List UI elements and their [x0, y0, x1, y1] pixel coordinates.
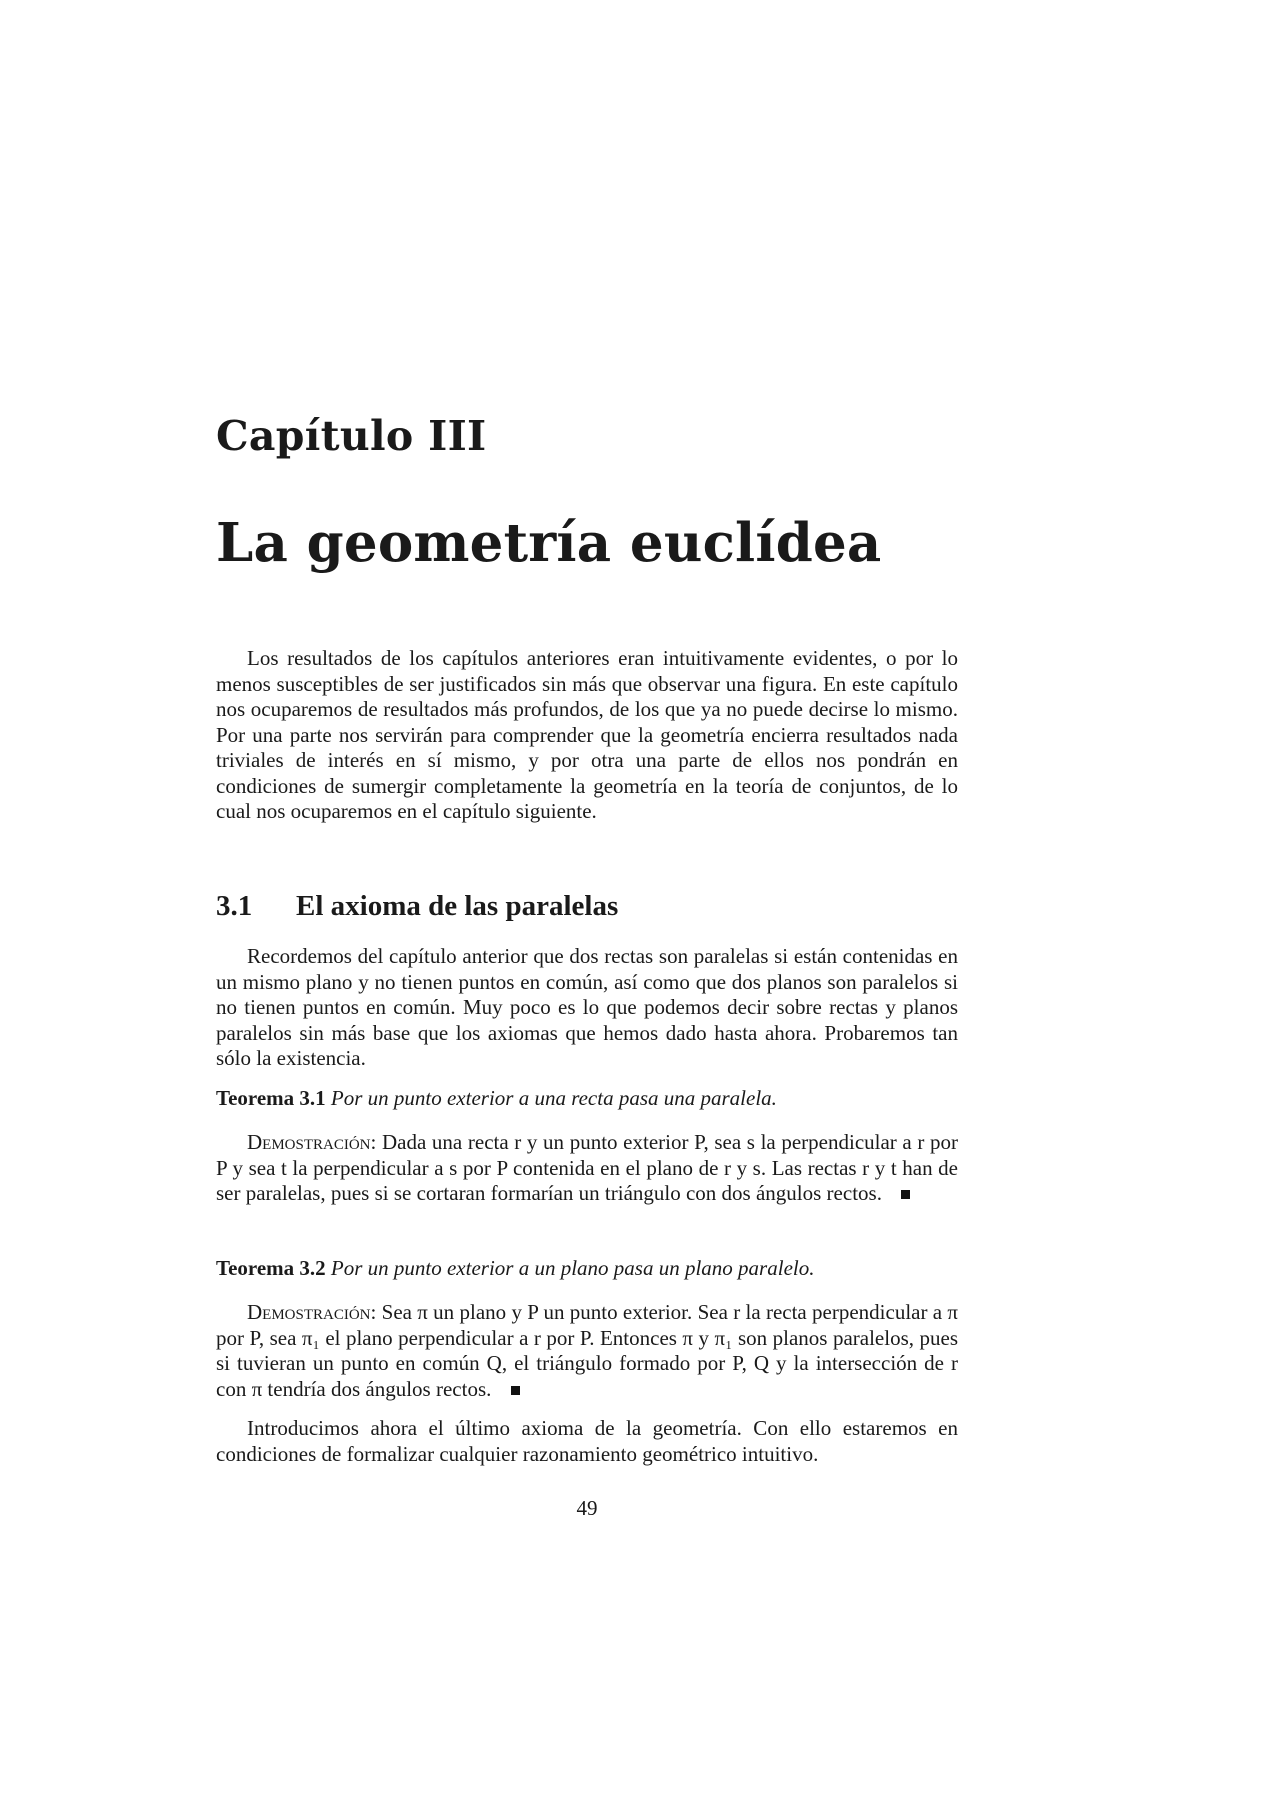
qed-square-icon: [901, 1190, 910, 1199]
section-heading: [216, 890, 618, 923]
closing-paragraph: Introducimos ahora el último axioma de la geometría. Con ello estaremos en condiciones de formalizar cualquier razonamiento geométrico intuitivo.: [216, 1416, 958, 1466]
proof-2-label: Demostración:: [247, 1300, 377, 1324]
proof-1-label: Demostración:: [247, 1130, 377, 1154]
section-title: El axioma de las paralelas: [296, 890, 619, 922]
chapter-label: Capítulo III: [216, 412, 487, 460]
intro-paragraph: Los resultados de los capítulos anteriores eran intuitivamente evidentes, o por lo menos susceptibles de ser justificados sin más que observar una figura. En este capítulo nos ocuparemos de resultados más profundos, de los que ya no puede decirse lo mismo. Por una parte nos servirán para comprender que la geometría encierra resultados nada triviales de interés en sí mismo, y por otra una parte de ellos nos pondrán en condiciones de sumergir completamente la geometría en la teoría de conjuntos, de lo cual nos ocuparemos en el capítulo siguiente.: [216, 646, 958, 823]
theorem-1-statement: Por un punto exterior a una recta pasa una paralela.: [330, 1086, 777, 1110]
proof-1-text: Dada una recta r y un punto exterior P, sea s la perpendicular a r por P y sea t la perpendicular a s por P contenida en el plano de r y s. Las rectas r y t han de ser paralelas, pues si se cortaran formarían un triángulo con dos ángulos rectos.: [216, 1130, 959, 1205]
theorem-2-proof: [216, 1300, 958, 1402]
section-number: 3.1: [216, 890, 253, 922]
proof-2-text: Sea π un plano y P un punto exterior. Sea r la recta perpendicular a π por P, sea π₁ el plano perpendicular a r por P. Entonces π y π₁ son planos paralelos, pues si tuvieran un punto en común Q, el triángulo formado por P, Q y la intersección de r con π tendría dos ángulos rectos.: [216, 1300, 959, 1401]
chapter-title: La geometría euclídea: [216, 512, 882, 574]
page-number: 49: [576, 1496, 598, 1520]
theorem-1: [216, 1086, 958, 1112]
theorem-2-statement: Por un punto exterior a un plano pasa un plano paralelo.: [330, 1256, 815, 1280]
theorem-2: [216, 1256, 958, 1282]
qed-square-icon: [511, 1386, 520, 1395]
section-intro-paragraph: Recordemos del capítulo anterior que dos rectas son paralelas si están contenidas en un mismo plano y no tienen puntos en común, así como que dos planos son paralelos si no tienen puntos en común. Muy poco es lo que podemos decir sobre rectas y planos paralelos sin más base que los axiomas que hemos dado hasta ahora. Probaremos tan sólo la existencia.: [216, 944, 958, 1070]
theorem-2-label: Teorema 3.2: [216, 1256, 326, 1280]
theorem-1-label: Teorema 3.1: [216, 1086, 326, 1110]
theorem-1-proof: [216, 1130, 958, 1207]
